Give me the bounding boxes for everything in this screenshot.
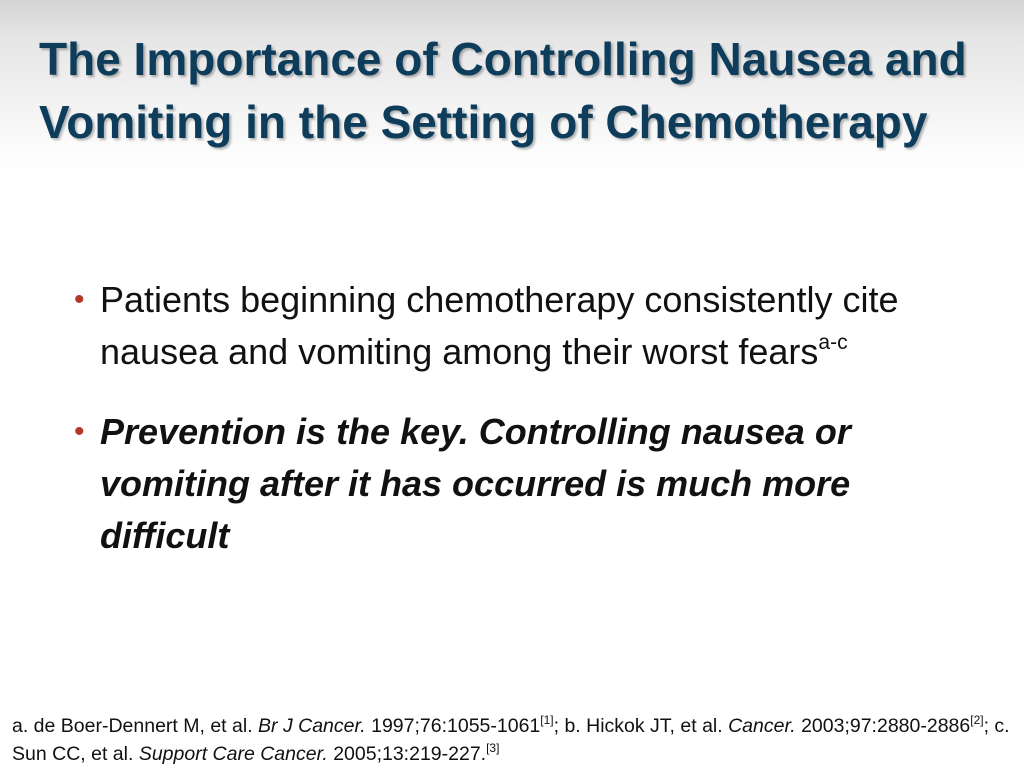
bullet-text: Patients beginning chemotherapy consistently cite nausea and vomiting among their worst fears: [100, 279, 899, 372]
bullet-list: [72, 274, 952, 590]
ref-b-citation: 2003;97:2880-2886: [795, 715, 971, 737]
bullet-marker: •: [74, 415, 85, 448]
bullet-text: Prevention is the key. Controlling nausea or vomiting after it has occurred is much more difficult: [100, 411, 851, 556]
ref-b-number: [2]: [970, 713, 984, 727]
bullet-reference-superscript: a-c: [818, 331, 848, 354]
ref-a-number: [1]: [540, 713, 554, 727]
ref-a-citation: 1997;76:1055-1061: [365, 715, 541, 737]
ref-c-citation: 2005;13:219-227.: [327, 743, 487, 765]
ref-a-authors: a. de Boer-Dennert M, et al.: [12, 715, 259, 737]
slide-title: The Importance of Controlling Nausea and Vomiting in the Setting of Chemotherapy: [39, 33, 967, 148]
ref-c-number: [3]: [486, 741, 500, 755]
ref-b-journal: Cancer.: [728, 715, 796, 737]
ref-b-authors: ; b. Hickok JT, et al.: [553, 715, 729, 737]
bullet-item-prevention: [72, 406, 952, 562]
bullet-marker: •: [74, 283, 85, 316]
bullet-item-fears: [72, 274, 952, 378]
ref-a-journal: Br J Cancer.: [258, 715, 366, 737]
ref-c-journal: Support Care Cancer.: [138, 743, 328, 765]
ref-c-authors: ; c. Sun CC, et al.: [12, 715, 1010, 765]
references-footnote: [12, 712, 1017, 768]
